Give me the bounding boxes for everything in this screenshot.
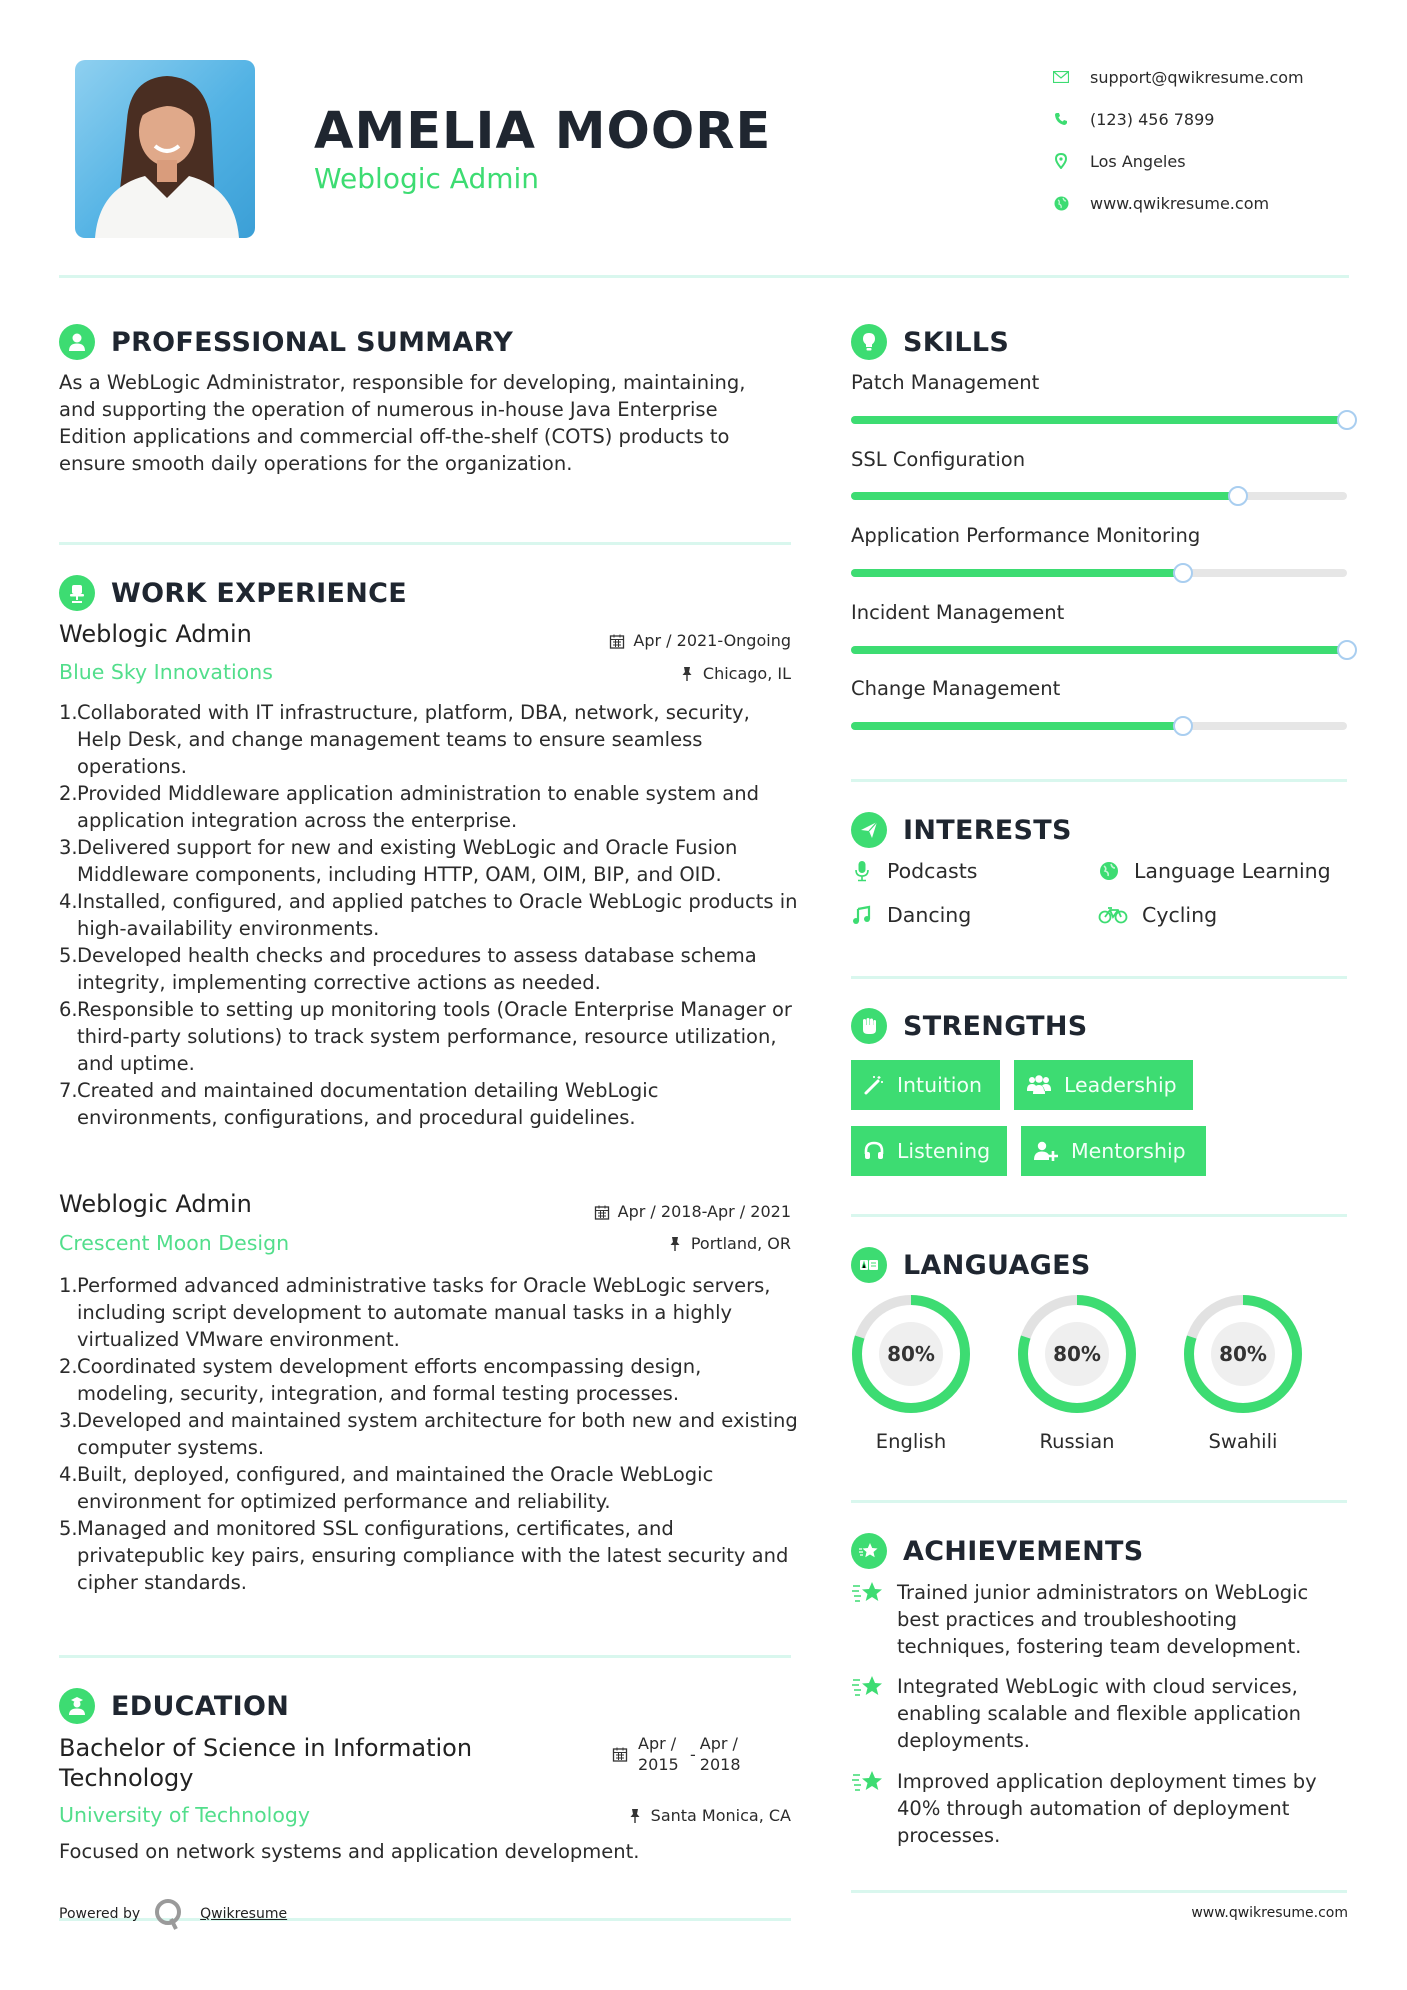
interests-heading [851, 812, 1072, 848]
education-location-text: Santa Monica, CA [650, 1806, 791, 1825]
bullet-item: 2. Coordinated system development efforts encompassing design, modeling, security, integration, and formal testing processes. [59, 1355, 702, 1405]
job-bullets [59, 699, 799, 1131]
office-chair-icon [59, 575, 95, 611]
contact-website[interactable] [1050, 182, 1304, 224]
skills-title: SKILLS [903, 326, 1010, 358]
bullet-item: 4. Installed, configured, and applied patches to Oracle WebLogic products in high-availability environments. [59, 890, 798, 940]
languages-title: LANGUAGES [903, 1249, 1091, 1281]
language-percent: 80% [1219, 1342, 1267, 1366]
strengths-title: STRENGTHS [903, 1010, 1088, 1042]
education-location [627, 1806, 791, 1825]
qwikresume-link[interactable]: Qwikresume [200, 1906, 288, 1922]
strength-chip: Leadership [1014, 1060, 1193, 1110]
job-title: Weblogic Admin [59, 620, 252, 648]
job-dates-text: Apr / 2018-Apr / 2021 [617, 1202, 791, 1221]
summary-text: As a WebLogic Administrator, responsible for developing, maintaining, and supporting the operation of numerous in-house Java Enterprise Edition applications and commercial off-the-shelf (COTS) products to ensure smooth daily operations for the organization. [59, 371, 746, 475]
job-dates-text: Apr / 2021-Ongoing [633, 631, 791, 650]
achievement-item [851, 1768, 1351, 1849]
experience-title: WORK EXPERIENCE [111, 577, 407, 609]
skill-label: Patch Management [851, 371, 1040, 394]
footer-website[interactable]: www.qwikresume.com [1191, 1905, 1348, 1921]
language-item [1181, 1292, 1305, 1453]
shooting-star-icon [851, 1768, 885, 1796]
pushpin-icon [679, 666, 695, 682]
magic-wand-icon [863, 1074, 885, 1096]
headphones-icon [863, 1140, 885, 1162]
microphone-icon [851, 860, 873, 882]
skill-bar [851, 492, 1347, 500]
profile-photo [75, 60, 255, 238]
calendar-icon [612, 1746, 628, 1762]
language-ring [849, 1292, 973, 1416]
phone-text: (123) 456 7899 [1090, 109, 1215, 129]
candidate-name: AMELIA MOORE [314, 102, 772, 161]
section-divider [59, 542, 791, 545]
section-divider [59, 1655, 791, 1658]
job-location-text: Chicago, IL [702, 664, 791, 683]
language-item [1015, 1292, 1139, 1453]
language-name: English [875, 1430, 947, 1453]
music-note-icon [851, 904, 873, 926]
language-name: Swahili [1208, 1430, 1278, 1453]
user-plus-icon [1033, 1140, 1059, 1162]
job-dates [594, 1202, 791, 1221]
candidate-title: Weblogic Admin [314, 162, 540, 195]
powered-by-label: Powered by [59, 1906, 141, 1922]
school-name: University of Technology [59, 1803, 311, 1827]
skill-label: SSL Configuration [851, 448, 1026, 471]
fist-icon [851, 1008, 887, 1044]
achievement-text: Improved application deployment times by 40% through automation of deployment processes. [897, 1770, 1317, 1847]
achievement-item [851, 1579, 1351, 1660]
website-text: www.qwikresume.com [1090, 193, 1270, 213]
interest-item: Dancing [851, 903, 971, 927]
skill-bar [851, 416, 1347, 424]
lightbulb-icon [851, 324, 887, 360]
language-item [849, 1292, 973, 1453]
skill-knob [1173, 563, 1193, 583]
users-icon [1026, 1074, 1052, 1096]
paper-plane-icon [851, 812, 887, 848]
summary-heading [59, 324, 513, 360]
location-text: Los Angeles [1090, 151, 1186, 171]
education-description: Focused on network systems and application development. [59, 1840, 640, 1863]
powered-by [59, 1897, 287, 1931]
qwikresume-logo-icon [154, 1897, 184, 1931]
calendar-icon [609, 633, 625, 649]
bicycle-icon [1098, 904, 1128, 926]
job-location [679, 664, 791, 683]
strengths-heading [851, 1008, 1088, 1044]
bullet-item: 3. Delivered support for new and existing WebLogic and Oracle Fusion Middleware components, including HTTP, OAM, OIM, BIP, and OID. [59, 836, 738, 886]
shooting-star-icon [851, 1673, 885, 1701]
contact-location [1050, 140, 1304, 182]
strength-chip: Mentorship [1021, 1126, 1206, 1176]
achievement-text: Integrated WebLogic with cloud services, enabling scalable and flexible application deployments. [897, 1675, 1301, 1752]
achievement-item [851, 1673, 1351, 1754]
translate-icon [851, 1247, 887, 1283]
bullet-item: 3. Developed and maintained system architecture for both new and existing computer systems. [59, 1409, 798, 1459]
summary-title: PROFESSIONAL SUMMARY [111, 326, 514, 358]
interests-title: INTERESTS [903, 814, 1072, 846]
language-ring [1015, 1292, 1139, 1416]
section-divider [851, 779, 1347, 782]
section-divider [851, 1500, 1347, 1503]
skill-knob [1337, 640, 1357, 660]
skill-knob [1337, 410, 1357, 430]
skill-label: Incident Management [851, 601, 1065, 624]
interest-item: Language Learning [1098, 859, 1331, 883]
phone-icon [1052, 110, 1070, 128]
skill-label: Application Performance Monitoring [851, 524, 1201, 547]
achievement-text: Trained junior administrators on WebLogic best practices and troubleshooting techniques, fostering team development. [897, 1581, 1309, 1658]
language-name: Russian [1039, 1430, 1115, 1453]
skill-knob [1173, 716, 1193, 736]
pushpin-icon [627, 1808, 643, 1824]
skill-knob [1228, 486, 1248, 506]
education-start: Apr / 2015 [638, 1734, 679, 1774]
bullet-item: 7. Created and maintained documentation detailing WebLogic environments, configurations, and procedural guidelines. [59, 1079, 659, 1129]
footer-divider [851, 1890, 1347, 1893]
map-pin-icon [1052, 152, 1070, 170]
globe-icon [1052, 194, 1070, 212]
bullet-item: 5. Managed and monitored SSL configurations, certificates, and privatepublic key pairs, ensuring compliance with the latest security and cipher standards. [59, 1517, 789, 1594]
graduate-icon [59, 1688, 95, 1724]
email-text: support@qwikresume.com [1090, 67, 1304, 87]
skill-bar [851, 569, 1347, 577]
experience-heading [59, 575, 407, 611]
user-icon [59, 324, 95, 360]
job-dates [609, 631, 791, 650]
bullet-item: 6. Responsible to setting up monitoring tools (Oracle Enterprise Manager or third-party solutions) to track system performance, resource utilization, and uptime. [59, 998, 792, 1075]
portrait-image [75, 60, 255, 238]
envelope-icon [1052, 68, 1070, 86]
strength-chip: Listening [851, 1126, 1007, 1176]
education-title: EDUCATION [111, 1690, 290, 1722]
bullet-item: 1. Collaborated with IT infrastructure, platform, DBA, network, security, Help Desk, and change management teams to ensure seamless operations. [59, 701, 750, 778]
company-name: Blue Sky Innovations [59, 660, 273, 684]
job-title: Weblogic Admin [59, 1190, 252, 1218]
job-location [667, 1234, 791, 1253]
calendar-icon [594, 1204, 610, 1220]
company-name: Crescent Moon Design [59, 1231, 290, 1255]
date-separator: - [690, 1744, 696, 1764]
job-bullets [59, 1272, 799, 1596]
languages-heading [851, 1247, 1091, 1283]
achievements-heading [851, 1533, 1144, 1569]
skill-bar [851, 722, 1347, 730]
section-divider [851, 976, 1347, 979]
skill-label: Change Management [851, 677, 1061, 700]
skill-bar [851, 646, 1347, 654]
education-dates [612, 1733, 742, 1775]
shooting-star-icon [851, 1579, 885, 1607]
job-location-text: Portland, OR [690, 1234, 791, 1253]
contact-list [1050, 56, 1304, 224]
skills-heading [851, 324, 1009, 360]
header-divider [59, 275, 1349, 278]
degree-title: Bachelor of Science in Information Technology [59, 1734, 473, 1792]
contact-phone[interactable] [1050, 98, 1304, 140]
strength-chip: Intuition [851, 1060, 1000, 1110]
education-heading [59, 1688, 289, 1724]
section-divider [851, 1214, 1347, 1217]
interest-item: Podcasts [851, 859, 977, 883]
achievements-title: ACHIEVEMENTS [903, 1535, 1144, 1567]
bullet-item: 2. Provided Middleware application administration to enable system and application integration across the enterprise. [59, 782, 759, 832]
bullet-item: 1. Performed advanced administrative tasks for Oracle WebLogic servers, including script development to automate manual tasks in a highly virtualized VMware environment. [59, 1274, 771, 1351]
contact-email[interactable] [1050, 56, 1304, 98]
language-percent: 80% [887, 1342, 935, 1366]
bullet-item: 5. Developed health checks and procedures to assess database schema integrity, implementing corrective actions as needed. [59, 944, 757, 994]
pushpin-icon [667, 1236, 683, 1252]
globe-icon [1098, 860, 1120, 882]
language-ring [1181, 1292, 1305, 1416]
education-end: Apr / 2018 [699, 1734, 741, 1774]
star-badge-icon [851, 1533, 887, 1569]
bullet-item: 4. Built, deployed, configured, and maintained the Oracle WebLogic environment for optimized performance and reliability. [59, 1463, 714, 1513]
interest-item: Cycling [1098, 903, 1217, 927]
language-percent: 80% [1053, 1342, 1101, 1366]
